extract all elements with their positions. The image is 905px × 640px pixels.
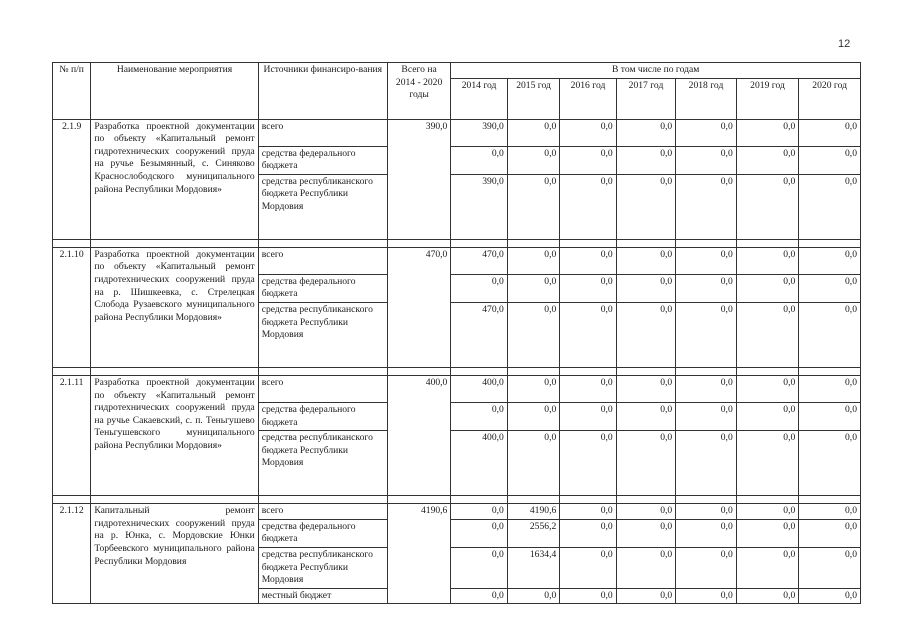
- year-value: 390,0: [451, 174, 507, 239]
- table-row: [53, 119, 861, 146]
- year-value: 0,0: [799, 519, 861, 547]
- year-value: 0,0: [799, 302, 861, 367]
- total-value: 4190,6: [387, 504, 451, 604]
- year-value: 400,0: [451, 431, 507, 496]
- measure-name: Разработка проектной документации по объекту «Капитальный ремонт гидротехнических сооружений пруда на ручье Безымянный, с. Синяково Краснослободского муниципального района Республики Мордовия»: [91, 119, 258, 239]
- year-value: 0,0: [560, 431, 616, 496]
- year-value: 0,0: [736, 402, 799, 430]
- measure-name: Разработка проектной документации по объекту «Капитальный ремонт гидротехнических сооружений пруда на р. Шишкеевка, с. Стрелецкая Слобода Рузаевского муниципального района Республики Мордовия»: [91, 247, 258, 367]
- year-value: 0,0: [676, 119, 737, 146]
- year-value: 0,0: [799, 431, 861, 496]
- year-value: 1634,4: [507, 547, 559, 588]
- year-value: 0,0: [451, 402, 507, 430]
- year-value: 0,0: [736, 146, 799, 174]
- funding-source: средства федерального бюджета: [258, 519, 387, 547]
- header-name: Наименование мероприятия: [91, 63, 258, 120]
- year-value: 0,0: [616, 274, 676, 302]
- year-value: 0,0: [560, 119, 616, 146]
- year-value: 0,0: [799, 174, 861, 239]
- funding-source: средства республиканского бюджета Республики Мордовия: [258, 547, 387, 588]
- funding-source: средства республиканского бюджета Республики Мордовия: [258, 302, 387, 367]
- year-value: 0,0: [676, 274, 737, 302]
- year-value: 0,0: [560, 247, 616, 274]
- year-value: 0,0: [560, 274, 616, 302]
- year-value: 0,0: [507, 247, 559, 274]
- year-value: 0,0: [799, 274, 861, 302]
- year-value: 0,0: [799, 504, 861, 520]
- year-value: 0,0: [616, 431, 676, 496]
- year-value: 0,0: [676, 375, 737, 402]
- table-row: [53, 247, 861, 274]
- header-no: № п/п: [53, 63, 91, 120]
- year-value: 0,0: [676, 547, 737, 588]
- year-value: 0,0: [799, 588, 861, 604]
- year-value: 0,0: [507, 588, 559, 604]
- table-header: [53, 63, 861, 120]
- year-value: 0,0: [560, 402, 616, 430]
- year-value: 0,0: [616, 588, 676, 604]
- year-value: 4190,6: [507, 504, 559, 520]
- row-spacer: [53, 496, 861, 504]
- year-value: 0,0: [616, 302, 676, 367]
- page-number: 12: [838, 38, 851, 50]
- year-value: 0,0: [676, 146, 737, 174]
- row-spacer: [53, 239, 861, 247]
- row-spacer: [53, 367, 861, 375]
- year-value: 0,0: [676, 302, 737, 367]
- year-value: 0,0: [507, 375, 559, 402]
- year-value: 0,0: [736, 274, 799, 302]
- year-value: 400,0: [451, 375, 507, 402]
- year-value: 0,0: [560, 146, 616, 174]
- year-value: 0,0: [616, 402, 676, 430]
- year-value: 2556,2: [507, 519, 559, 547]
- year-value: 0,0: [736, 504, 799, 520]
- year-value: 0,0: [560, 588, 616, 604]
- year-value: 0,0: [451, 146, 507, 174]
- year-value: 0,0: [676, 174, 737, 239]
- header-source: Источники финансиро-вания: [258, 63, 387, 120]
- table-body: [53, 119, 861, 604]
- header-year: 2019 год: [736, 78, 799, 119]
- year-value: 0,0: [507, 274, 559, 302]
- year-value: 470,0: [451, 302, 507, 367]
- year-value: 0,0: [451, 274, 507, 302]
- header-total: Всего на 2014 - 2020 годы: [387, 63, 451, 120]
- total-value: 400,0: [387, 375, 451, 495]
- year-value: 0,0: [799, 247, 861, 274]
- total-value: 390,0: [387, 119, 451, 239]
- year-value: 0,0: [451, 588, 507, 604]
- year-value: 0,0: [616, 119, 676, 146]
- funding-source: всего: [258, 504, 387, 520]
- row-number: 2.1.9: [53, 119, 91, 239]
- header-year: 2018 год: [676, 78, 737, 119]
- year-value: 0,0: [736, 247, 799, 274]
- year-value: 0,0: [736, 547, 799, 588]
- year-value: 0,0: [507, 119, 559, 146]
- year-value: 0,0: [616, 547, 676, 588]
- row-number: 2.1.11: [53, 375, 91, 495]
- year-value: 0,0: [451, 504, 507, 520]
- funding-source: средства республиканского бюджета Республики Мордовия: [258, 174, 387, 239]
- funding-source: средства федерального бюджета: [258, 274, 387, 302]
- year-value: 0,0: [507, 431, 559, 496]
- measure-name: Капитальный ремонт гидротехнических сооружений пруда на р. Юнка, с. Мордовские Юнки Торбеевского муниципального района Республики Мордовия: [91, 504, 258, 604]
- header-year: 2016 год: [560, 78, 616, 119]
- funding-source: средства республиканского бюджета Республики Мордовия: [258, 431, 387, 496]
- measure-name: Разработка проектной документации по объекту «Капитальный ремонт гидротехнических сооружений пруда на ручье Сакаевский, с. п. Теньгушево Теньгушевского муниципального района Республики Мордовия»: [91, 375, 258, 495]
- year-value: 0,0: [616, 247, 676, 274]
- header-years-group: В том числе по годам: [451, 63, 861, 79]
- year-value: 0,0: [736, 519, 799, 547]
- year-value: 0,0: [799, 119, 861, 146]
- year-value: 0,0: [736, 588, 799, 604]
- table-row: [53, 375, 861, 402]
- year-value: 0,0: [676, 588, 737, 604]
- year-value: 0,0: [451, 547, 507, 588]
- year-value: 0,0: [560, 547, 616, 588]
- year-value: 0,0: [616, 519, 676, 547]
- year-value: 0,0: [736, 119, 799, 146]
- year-value: 0,0: [616, 504, 676, 520]
- table-row: [53, 504, 861, 520]
- year-value: 0,0: [507, 302, 559, 367]
- year-value: 0,0: [676, 247, 737, 274]
- funding-source: средства федерального бюджета: [258, 402, 387, 430]
- header-year: 2015 год: [507, 78, 559, 119]
- year-value: 0,0: [560, 504, 616, 520]
- year-value: 0,0: [616, 375, 676, 402]
- year-value: 0,0: [676, 504, 737, 520]
- funding-source: всего: [258, 375, 387, 402]
- year-value: 0,0: [736, 431, 799, 496]
- funding-source: местный бюджет: [258, 588, 387, 604]
- funding-source: средства федерального бюджета: [258, 146, 387, 174]
- year-value: 0,0: [676, 402, 737, 430]
- year-value: 0,0: [799, 146, 861, 174]
- year-value: 0,0: [560, 302, 616, 367]
- year-value: 0,0: [799, 375, 861, 402]
- year-value: 0,0: [676, 431, 737, 496]
- row-number: 2.1.10: [53, 247, 91, 367]
- row-number: 2.1.12: [53, 504, 91, 604]
- financing-table: [52, 62, 861, 604]
- year-value: 470,0: [451, 247, 507, 274]
- year-value: 0,0: [616, 146, 676, 174]
- year-value: 0,0: [736, 302, 799, 367]
- year-value: 390,0: [451, 119, 507, 146]
- year-value: 0,0: [616, 174, 676, 239]
- header-year: 2017 год: [616, 78, 676, 119]
- year-value: 0,0: [799, 547, 861, 588]
- year-value: 0,0: [507, 174, 559, 239]
- year-value: 0,0: [507, 146, 559, 174]
- funding-source: всего: [258, 247, 387, 274]
- funding-source: всего: [258, 119, 387, 146]
- year-value: 0,0: [560, 375, 616, 402]
- year-value: 0,0: [507, 402, 559, 430]
- header-year: 2014 год: [451, 78, 507, 119]
- year-value: 0,0: [736, 174, 799, 239]
- year-value: 0,0: [736, 375, 799, 402]
- year-value: 0,0: [676, 519, 737, 547]
- year-value: 0,0: [560, 519, 616, 547]
- year-value: 0,0: [560, 174, 616, 239]
- header-year: 2020 год: [799, 78, 861, 119]
- total-value: 470,0: [387, 247, 451, 367]
- year-value: 0,0: [799, 402, 861, 430]
- year-value: 0,0: [451, 519, 507, 547]
